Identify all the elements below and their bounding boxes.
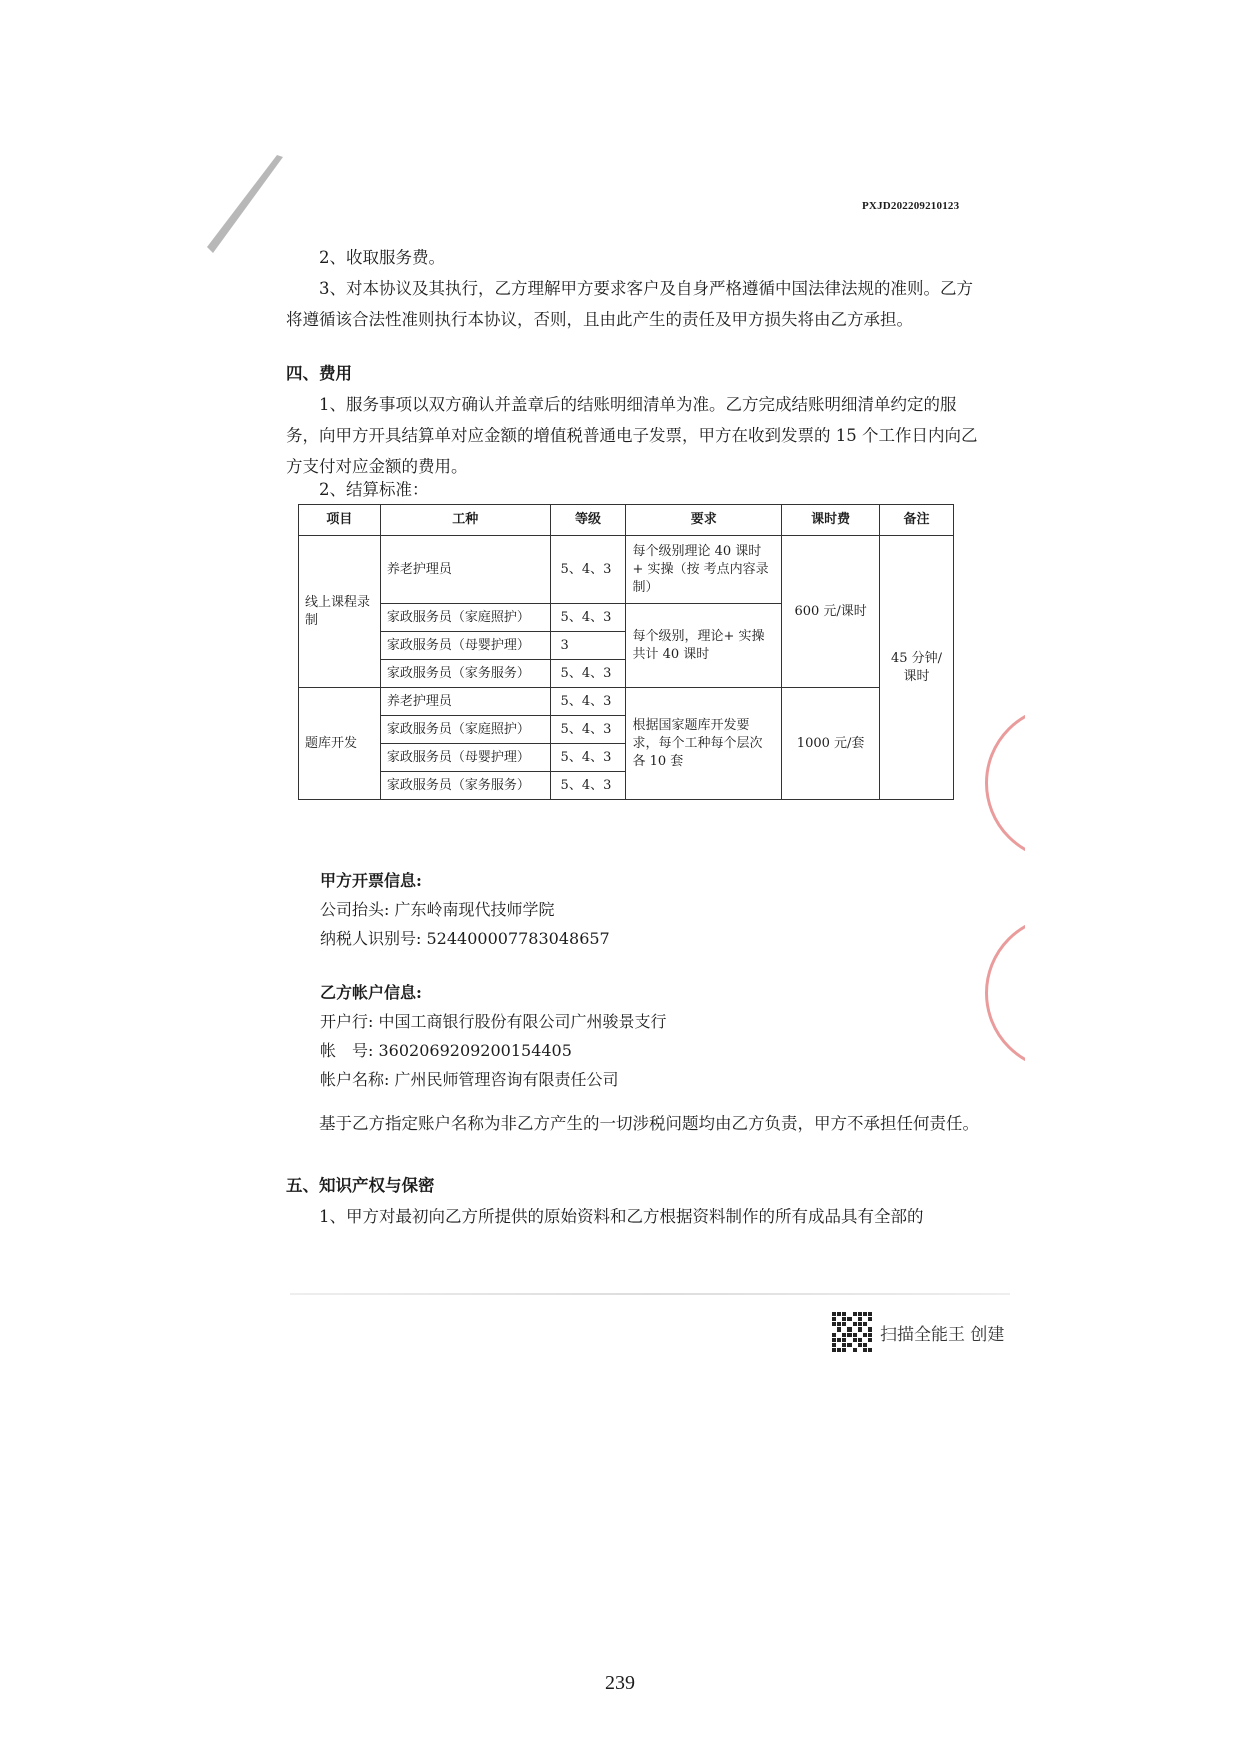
scanner-watermark: 扫描全能王 创建 bbox=[880, 1325, 1005, 1345]
level-cell: 5、4、3 bbox=[550, 604, 626, 632]
header-fee: 课时费 bbox=[782, 505, 880, 536]
party-b-account-line bbox=[320, 1036, 667, 1065]
company-name: 广东岭南现代技师学院 bbox=[394, 900, 555, 919]
party-b-name-line bbox=[320, 1065, 667, 1094]
settlement-table bbox=[298, 504, 954, 800]
tax-id-label: 纳税人识别号: bbox=[320, 929, 422, 948]
paragraph-tax-liability: 基于乙方指定账户名称为非乙方产生的一切涉税问题均由乙方负责，甲方不承担任何责任。 bbox=[319, 1114, 979, 1133]
fee-cell: 1000 元/套 bbox=[782, 688, 880, 800]
account-name-label: 帐户名称: bbox=[320, 1070, 390, 1089]
party-b-title: 乙方帐户信息: bbox=[320, 983, 422, 1002]
party-a-title: 甲方开票信息: bbox=[320, 871, 422, 890]
account-number: 3602069209200154405 bbox=[378, 1041, 572, 1060]
level-cell: 5、4、3 bbox=[550, 772, 626, 800]
level-cell: 5、4、3 bbox=[550, 716, 626, 744]
table-header-row bbox=[299, 505, 954, 536]
job-cell: 家政服务员（家务服务） bbox=[380, 772, 550, 800]
account-name-value: 广州民师管理咨询有限责任公司 bbox=[394, 1070, 619, 1089]
job-cell: 家政服务员（母婴护理） bbox=[380, 744, 550, 772]
requirement-cell: 每个级别理论 40 课时 + 实操（按 考点内容录制） bbox=[626, 536, 782, 604]
page-number: 239 bbox=[605, 1672, 635, 1694]
project-cell: 线上课程录制 bbox=[299, 536, 381, 688]
party-a-company-line bbox=[320, 895, 610, 924]
table-row bbox=[299, 688, 954, 716]
header-level: 等级 bbox=[550, 505, 626, 536]
page-right-margin bbox=[1025, 0, 1240, 1753]
company-label: 公司抬头: bbox=[320, 900, 390, 919]
section-heading-ip: 五、知识产权与保密 bbox=[286, 1176, 435, 1195]
tax-id-value: 524400007783048657 bbox=[426, 929, 610, 948]
level-cell: 5、4、3 bbox=[550, 536, 626, 604]
job-cell: 养老护理员 bbox=[380, 688, 550, 716]
party-b-bank-line bbox=[320, 1007, 667, 1036]
level-cell: 5、4、3 bbox=[550, 688, 626, 716]
party-a-info bbox=[320, 866, 610, 953]
job-cell: 家政服务员（家务服务） bbox=[380, 660, 550, 688]
header-note: 备注 bbox=[880, 505, 954, 536]
qr-code-icon bbox=[832, 1312, 872, 1352]
bank-label: 开户行: bbox=[320, 1012, 374, 1031]
paragraph-service-fee: 2、收取服务费。 bbox=[319, 248, 445, 267]
job-cell: 家政服务员（家庭照护） bbox=[380, 604, 550, 632]
level-cell: 5、4、3 bbox=[550, 660, 626, 688]
header-project: 项目 bbox=[299, 505, 381, 536]
paragraph-settlement-label: 2、结算标准： bbox=[319, 480, 429, 499]
fee-cell: 600 元/课时 bbox=[782, 536, 880, 688]
job-cell: 养老护理员 bbox=[380, 536, 550, 604]
header-job: 工种 bbox=[380, 505, 550, 536]
section-heading-fees: 四、费用 bbox=[286, 364, 352, 383]
scan-shadow-line bbox=[290, 1293, 1010, 1295]
level-cell: 5、4、3 bbox=[550, 744, 626, 772]
table-row bbox=[299, 536, 954, 604]
paragraph-invoice-terms: 1、服务事项以双方确认并盖章后的结账明细清单为准。乙方完成结账明细清单约定的服务，向甲方开具结算单对应金额的增值税普通电子发票，甲方在收到发票的 15 个工作日内向乙方支付对应金额的费用。 bbox=[286, 395, 978, 476]
paragraph-compliance: 3、对本协议及其执行，乙方理解甲方要求客户及自身严格遵循中国法律法规的准则。乙方将遵循该合法性准则执行本协议，否则，且由此产生的责任及甲方损失将由乙方承担。 bbox=[286, 279, 973, 329]
level-cell: 3 bbox=[550, 632, 626, 660]
party-b-info bbox=[320, 978, 667, 1094]
account-label: 帐 号: bbox=[320, 1041, 374, 1060]
party-a-tax-line bbox=[320, 924, 610, 953]
document-id: PXJD202209210123 bbox=[862, 200, 960, 212]
scan-edge-streak bbox=[205, 155, 285, 255]
project-cell: 题库开发 bbox=[299, 688, 381, 800]
requirement-cell: 根据国家题库开发要求，每个工种每个层次各 10 套 bbox=[626, 688, 782, 800]
header-requirement: 要求 bbox=[626, 505, 782, 536]
job-cell: 家政服务员（家庭照护） bbox=[380, 716, 550, 744]
bank-name: 中国工商银行股份有限公司广州骏景支行 bbox=[378, 1012, 667, 1031]
requirement-cell: 每个级别，理论+ 实操共计 40 课时 bbox=[626, 604, 782, 688]
paragraph-ip-ownership: 1、甲方对最初向乙方所提供的原始资料和乙方根据资料制作的所有成品具有全部的 bbox=[319, 1207, 924, 1226]
note-cell: 45 分钟/课时 bbox=[880, 536, 954, 800]
job-cell: 家政服务员（母婴护理） bbox=[380, 632, 550, 660]
